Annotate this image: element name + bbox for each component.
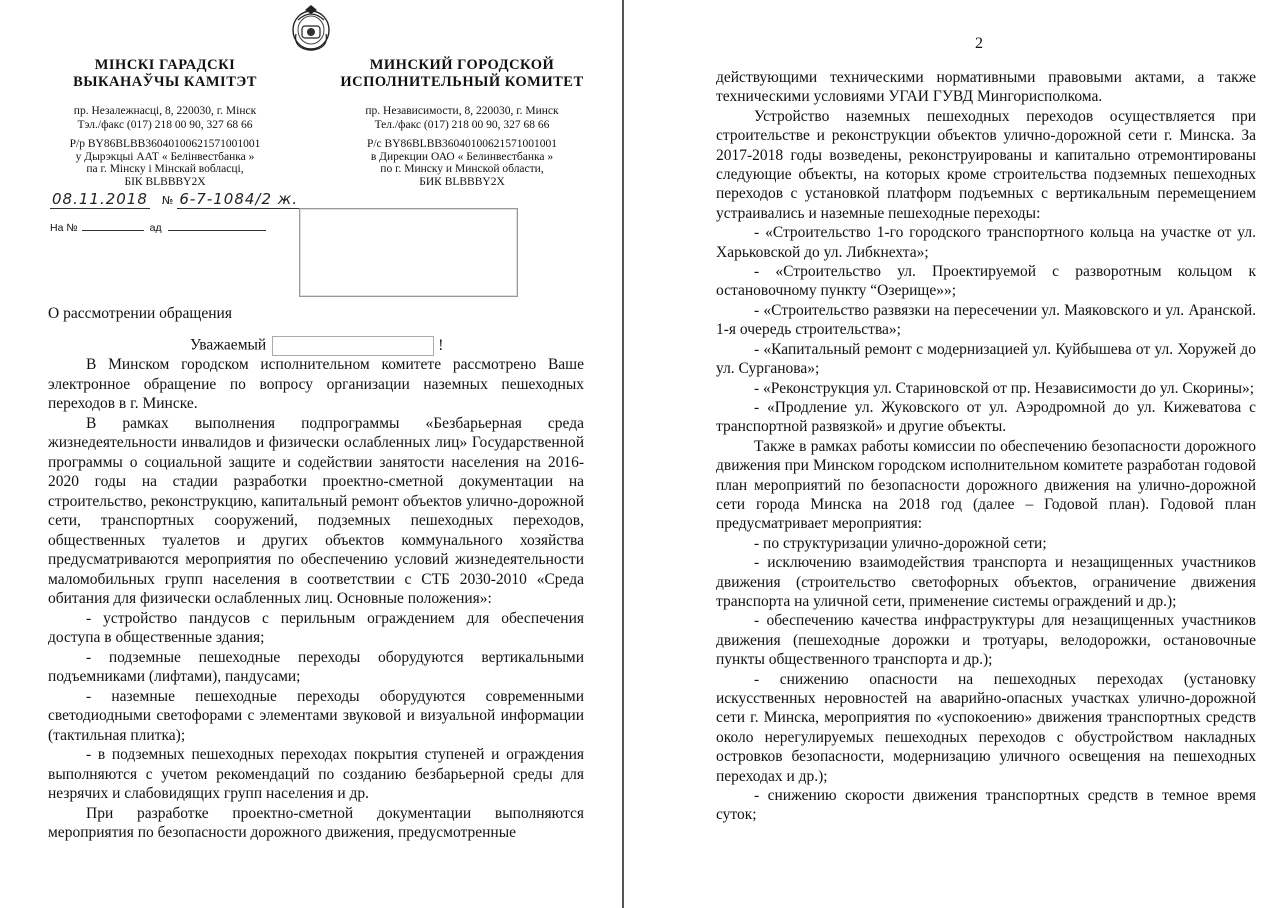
page-number: 2: [975, 35, 983, 52]
org-account: Р/р BY86BLBB36040100621571001001: [69, 138, 261, 150]
salutation: [190, 336, 443, 356]
org-name-line2: ИСПОЛНИТЕЛЬНЫЙ КОМИТЕТ: [340, 74, 584, 90]
list-item: - «Реконструкция ул. Стариновской от пр. Независимости до ул. Скорины»;: [754, 379, 1255, 397]
document-page-1: [0, 0, 622, 908]
list-item: - «Продление ул. Жуковского от ул. Аэродромной до ул. Кижеватова с транспортной развязкой» и другие объекты.: [716, 398, 1256, 436]
ref-date-label: ад: [149, 222, 162, 234]
registration-number: 6-7-1084/2 ж.: [179, 190, 299, 208]
reference-line: [50, 222, 266, 234]
organization-header-belarusian: [40, 57, 290, 188]
organization-header-russian: [332, 57, 592, 188]
redacted-addressee: [299, 208, 518, 297]
salutation-end: !: [438, 336, 444, 354]
list-item: - наземные пешеходные переходы оборудуются современными светодиодными светофорами с элементами звуковой и визуальной информации (тактильная плитка);: [48, 687, 584, 744]
org-name-line1: МІНСКІ ГАРАДСКІ: [94, 57, 236, 73]
ref-number-blank: [82, 230, 144, 231]
registration-number-label: №: [161, 194, 174, 207]
list-item: - по структуризации улично-дорожной сети;: [754, 534, 1047, 552]
registration-date: 08.11.2018: [52, 190, 148, 208]
org-bic: БІК BLBBBY2X: [124, 175, 206, 188]
registration-line: [50, 190, 300, 208]
list-item: - «Капитальный ремонт с модернизацией ул. Куйбышева от ул. Хоружей до ул. Сурганова»;: [716, 340, 1256, 378]
org-bank-line1: у Дырэкцыі ААТ « Белінвестбанка »: [75, 150, 255, 163]
letter-body-page-1: [48, 355, 584, 843]
paragraph: Также в рамках работы комиссии по обеспечению безопасности дорожного движения при Минском городском исполнительном комитете разработан годовой план мероприятий по безопасности дорожного движения на улично-дорожной сети города Минска на 2018 год (далее – Годовой план). Годовой план предусматривает мероприятия:: [716, 437, 1256, 533]
list-item: - в подземных пешеходных переходах покрытия ступеней и ограждения выполняются с учетом рекомендаций по созданию безбарьерной среды для незрячих и слабовидящих групп населения и др.: [48, 746, 584, 802]
org-account: Р/с BY86BLBB36040100621571001001: [366, 138, 558, 150]
letter-body-page-2: [716, 68, 1256, 825]
org-name-line1: МИНСКИЙ ГОРОДСКОЙ: [369, 57, 555, 73]
org-bic: БИК BLBBBY2X: [419, 175, 505, 188]
org-address: пр. Незалежнасці, 8, 220030, г. Мінск: [73, 105, 257, 117]
org-bank-line2: по г. Минску и Минской области,: [380, 163, 544, 175]
paragraph: Устройство наземных пешеходных переходов осуществляется при строительстве и реконструкции объектов улично-дорожной сети г. Минска. За 2017-2018 годы возведены, реконструированы и капитально отремонтированы следующие объекты, на которых кроме строительства подземных пешеходных переходов с установкой платформ подъемных с вертикальным перемещением устраивались и наземные пешеходные переходы:: [716, 107, 1256, 222]
org-address: пр. Независимости, 8, 220030, г. Минск: [365, 105, 559, 117]
paragraph: В рамках выполнения подпрограммы «Безбарьерная среда жизнедеятельности инвалидов и физически ослабленных лиц» Государственной программы о социальной защите и содействии занятости населения на 2016-2020 годы на стадии разработки проектно-сметной документации на строительство, реконструкцию, капитальный ремонт объектов улично-дорожной сети, транспортных сооружений, подземных пешеходных переходов, общественных туалетов и других объектов коммунального хозяйства предусматриваются мероприятия по обеспечению условий жизнедеятельности маломобильных групп населения в соответствии с СТБ 2030-2010 «Среда обитания для физически ослабленных лиц. Основные положения»:: [48, 414, 584, 607]
list-item: - снижению опасности на пешеходных переходах (установку искусственных неровностей на аварийно-опасных участках улично-дорожной сети г. Минска, мероприятия по «успокоению» движения транспортных средств около нерегулируемых пешеходных переходов с обустройством накладных островков безопасности, модернизацию уличного освещения на пешеходных переходах и др.);: [716, 670, 1256, 785]
list-item: - обеспечению качества инфраструктуры для незащищенных участников движения (пешеходные дорожки и тротуары, велодорожки, остановочные пункты общественного транспорта и др.);: [716, 612, 1256, 669]
ref-number-label: На №: [50, 222, 78, 234]
list-item: - «Строительство развязки на пересечении ул. Маяковского и ул. Аранской. 1-я очередь строительства»;: [716, 301, 1256, 339]
list-item: - «Строительство ул. Проектируемой с разворотным кольцом к остановочному пункту “Озерище»»;: [716, 263, 1256, 300]
redacted-name: [272, 336, 434, 356]
list-item: - исключению взаимодействия транспорта и незащищенных участников движения (строительство светофорных объектов, ограничение движения транспорта на уличной сети, применение системы ограждений и др.);: [716, 554, 1256, 610]
state-emblem-icon: [288, 4, 334, 52]
org-phone: Тэл./факс (017) 218 00 90, 327 68 66: [77, 118, 253, 131]
paragraph-continuation: действующими техническими нормативными правовыми актами, а также техническими условиями УГАИ ГУВД Мингорисполкома.: [716, 69, 1256, 106]
list-item: - устройство пандусов с перильным ограждением для обеспечения доступа в общественные здания;: [48, 609, 584, 646]
org-bank-line2: па г. Мінску і Мінскай вобласці,: [86, 163, 244, 175]
salutation-text: Уважаемый: [190, 336, 267, 354]
list-item: - подземные пешеходные переходы оборудуются вертикальными подъемниками (лифтами), пандусами;: [48, 648, 584, 685]
org-bank-line1: в Дирекции ОАО « Белинвестбанка »: [370, 150, 554, 163]
paragraph: В Минском городском исполнительном комитете рассмотрено Ваше электронное обращение по вопросу организации наземных пешеходных переходов в г. Минске.: [48, 356, 584, 412]
list-item: - «Строительство 1-го городского транспортного кольца на участке от ул. Харьковской до ул. Либкнехта»;: [716, 224, 1256, 261]
letter-subject: О рассмотрении обращения: [48, 305, 232, 322]
org-phone: Тел./факс (017) 218 00 90, 327 68 66: [374, 118, 550, 131]
org-name-line2: ВЫКАНАЎЧЫ КАМІТЭТ: [73, 74, 257, 90]
ref-date-blank: [168, 230, 266, 231]
list-item: - снижению скорости движения транспортных средств в темное время суток;: [716, 787, 1256, 824]
paragraph: При разработке проектно-сметной документации выполняются мероприятия по безопасности дорожного движения, предусмотренные: [48, 804, 584, 841]
